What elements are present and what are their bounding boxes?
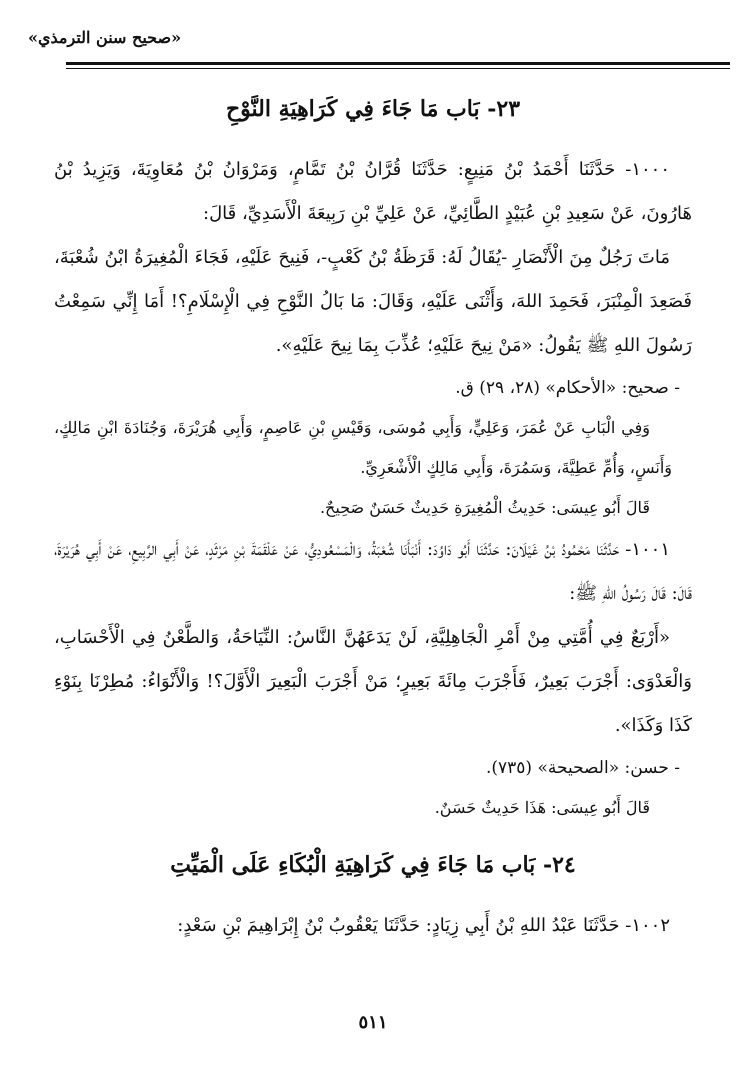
page-number: ٥١١ [358, 1012, 388, 1033]
hadith-1001-grade: - حسن: «الصحيحة» (٧٣٥). [485, 758, 680, 778]
hadith-1000-bab-note: وَفِي الْبَابِ عَنْ عُمَرَ، وَعَلِيٍّ، وَأَبِي مُوسَى، وَقَيْسِ بْنِ عَاصِمٍ، وَأَبِي هُرَيْرَةَ، وَجُنَادَةَ ابْنِ مَالِكٍ، وَأَنَسٍ، وَأُمِّ عَطِيَّةَ، وَسَمُرَةَ، وَأَبِي مَالِكٍ الْأَشْعَرِيِّ. [54, 418, 672, 477]
page-body [54, 92, 692, 948]
chapter-heading-24: ٢٤- بَاب مَا جَاءَ فِي كَرَاهِيَةِ الْبُكَاءِ عَلَى الْمَيِّتِ [170, 852, 576, 878]
hadith-1001-matn: «أَرْبَعٌ فِي أُمَّتِي مِنْ أَمْرِ الْجَاهِلِيَّةِ، لَنْ يَدَعَهُنَّ النَّاسُ: النِّيَاحَةُ، وَالطَّعْنُ فِي الْأَحْسَابِ، وَالْعَدْوَى: أَجْرَبَ بَعِيرٌ، فَأَجْرَبَ مِائَةَ بَعِيرٍ؛ مَنْ أَجْرَبَ الْبَعِيرَ الْأَوَّلَ؟! وَالْأَنْوَاءُ: مُطِرْنَا بِنَوْءِ كَذَا وَكَذَا». [54, 627, 692, 736]
header-rule-thick [66, 62, 730, 65]
hadith-1000-isnad: ١٠٠٠- حَدَّثَنَا أَحْمَدُ بْنُ مَنِيعٍ: حَدَّثَنَا قُرَّانُ بْنُ تَمَّامٍ، وَمَرْوَانُ بْنُ مُعَاوِيَةَ، وَيَزِيدُ بْنُ هَارُونَ، عَنْ سَعِيدِ بْنِ عُبَيْدٍ الطَّائِيِّ، عَنْ عَلِيِّ بْنِ رَبِيعَةَ الْأَسَدِيِّ، قَالَ: [54, 159, 692, 224]
hadith-1000-grade: - صحيح: «الأحكام» (٢٨، ٢٩) ق. [455, 378, 680, 398]
hadith-1002-isnad: ١٠٠٢- حَدَّثَنَا عَبْدُ اللهِ بْنُ أَبِي زِيَادٍ: حَدَّثَنَا يَعْقُوبُ بْنُ إِبْرَاهِيمَ بْنِ سَعْدٍ: [177, 915, 670, 936]
header-rule-thin [66, 68, 730, 69]
hadith-1000-matn: مَاتَ رَجُلٌ مِنَ الْأَنْصَارِ -يُقَالُ لَهُ: قَرَظَةُ بْنُ كَعْبٍ-، فَنِيحَ عَلَيْهِ، فَجَاءَ الْمُغِيرَةُ ابْنُ شُعْبَةَ، فَصَعِدَ الْمِنْبَرَ، فَحَمِدَ اللهَ، وَأَثْنَى عَلَيْهِ، وَقَالَ: مَا بَالُ النَّوْحِ فِي الْإِسْلَامِ؟! أَمَا إِنِّي سَمِعْتُ رَسُولَ اللهِ ﷺ يَقُولُ: «مَنْ نِيحَ عَلَيْهِ؛ عُذِّبَ بِمَا نِيحَ عَلَيْهِ». [54, 247, 692, 356]
hadith-1001-tirmidhi-comment: قَالَ أَبُو عِيسَى: هَذَا حَدِيثٌ حَسَنٌ. [434, 798, 650, 817]
running-title: «صحيح سنن الترمذي» [28, 28, 182, 47]
chapter-heading-23: ٢٣- بَاب مَا جَاءَ فِي كَرَاهِيَةِ النَّوْحِ [225, 96, 521, 122]
hadith-1000-tirmidhi-comment: قَالَ أَبُو عِيسَى: حَدِيثُ الْمُغِيرَةِ حَدِيثٌ حَسَنٌ صَحِيحٌ. [319, 498, 650, 517]
hadith-1001-isnad: ١٠٠١- حَدَّثَنَا مَحْمُودُ بْنُ غَيْلَانَ: حَدَّثَنَا أَبُو دَاوُدَ: أَنْبَأَنَا شُعْبَةُ، وَالْمَسْعُودِيُّ، عَنْ عَلْقَمَةَ بْنِ مَرْثَدٍ، عَنْ أَبِي الرَّبِيعِ، عَنْ أَبِي هُرَيْرَةَ، قَالَ: قَالَ رَسُولُ اللهِ ﷺ: [54, 539, 692, 604]
